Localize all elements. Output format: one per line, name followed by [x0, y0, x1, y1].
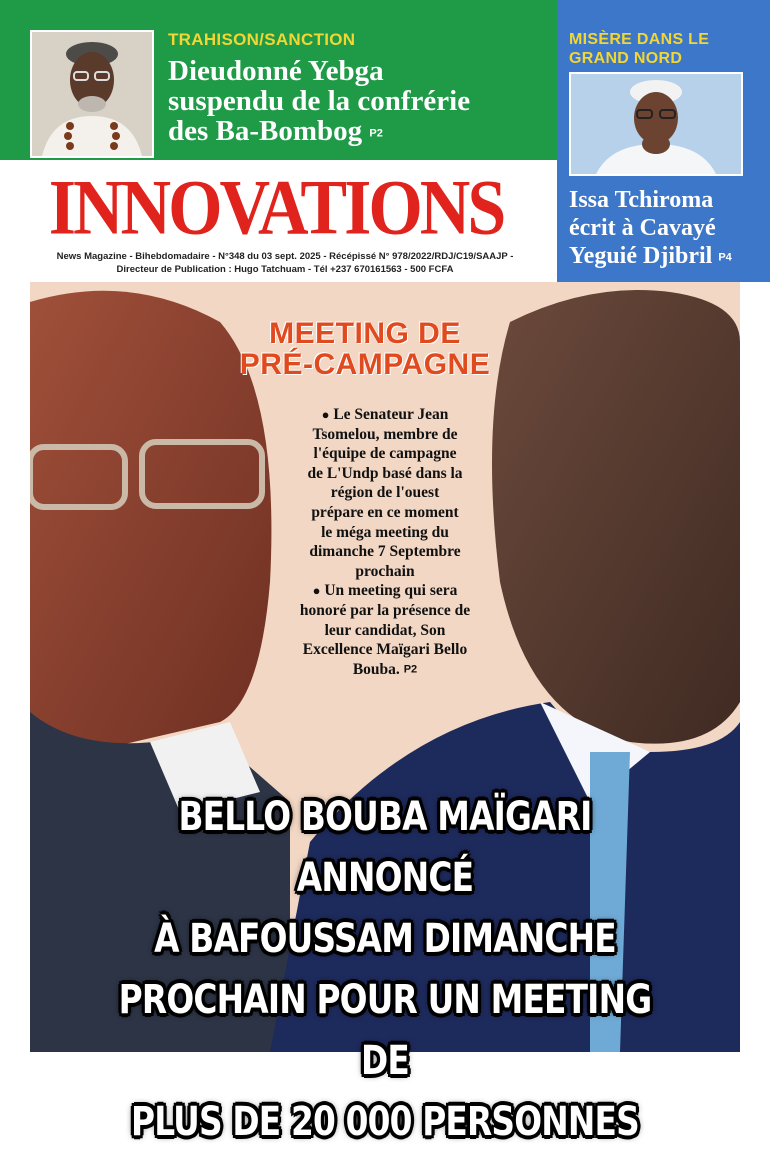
cover-kicker: [210, 318, 520, 380]
teaser-right-kicker: [569, 30, 709, 68]
teaser-right-headline: [569, 186, 732, 271]
bullet2-line: Un meeting qui sera: [324, 582, 458, 600]
teaser-right-page-ref: P4: [718, 251, 732, 264]
teaser-left-headline-line1: Dieudonné Yebga: [168, 55, 384, 87]
masthead-info-line2: Directeur de Publication : Hugo Tatchuam - Tél +237 670161563 - 500 FCFA: [116, 264, 454, 275]
bullet2-line: Excellence Maïgari Bello: [302, 641, 468, 659]
masthead-info-line1: News Magazine - Bihebdomadaire - N°348 du 03 sept. 2025 - Récépissé N° 978/2022/RDJ/C19/SAAJP -: [56, 251, 514, 262]
teaser-misere[interactable]: [557, 0, 770, 282]
cover-headline-line: À BAFOUSSAM DIMANCHE: [154, 916, 616, 962]
teaser-left-page-ref: P2: [369, 127, 383, 140]
teaser-left-headline-line3: des Ba-Bombog: [168, 115, 363, 147]
cover-kicker-line2: PRÉ-CAMPAGNE: [239, 348, 491, 381]
masthead-title: INNOVATIONS: [48, 165, 504, 252]
cover-headline-line: PLUS DE 20 000 PERSONNES: [131, 1099, 639, 1145]
bullet1-line: de L'Undp basé dans la: [307, 464, 463, 482]
teaser-left-headline-line2: suspendu de la confrérie: [168, 85, 471, 117]
bullet1-line: le méga meeting du: [321, 523, 449, 541]
teaser-right-headline-line1: Issa Tchiroma: [569, 187, 714, 213]
cover-page-ref: P2: [403, 663, 418, 676]
cover-headline[interactable]: [94, 787, 676, 1153]
cover-headline-line: PROCHAIN POUR UN MEETING DE: [118, 977, 652, 1084]
bullet2-line: Bouba.: [352, 660, 400, 678]
bullet-dot-2: ●: [312, 583, 321, 599]
bullet1-line: Tsomelou, membre de: [312, 425, 458, 443]
cover-bullets: [275, 405, 495, 680]
bullet2-line: leur candidat, Son: [324, 621, 446, 639]
teaser-right-kicker-line2: GRAND NORD: [569, 50, 683, 67]
bullet1-line: Le Senateur Jean: [333, 406, 449, 423]
bullet-2: [275, 581, 495, 680]
bullet-dot-1: ●: [321, 407, 330, 422]
bullet1-line: prochain: [355, 562, 415, 580]
bullet1-line: l'équipe de campagne: [313, 445, 457, 463]
dieudonne-yebga-photo: [30, 30, 154, 158]
teaser-left-kicker: TRAHISON/SANCTION: [168, 30, 356, 49]
cover-kicker-line1: MEETING DE: [269, 317, 461, 350]
teaser-right-headline-line2: écrit à Cavayé: [569, 215, 716, 241]
bullet1-line: prépare en ce moment: [311, 503, 459, 521]
teaser-left-headline: [168, 56, 470, 148]
teaser-right-kicker-line1: MISÈRE DANS LE: [569, 31, 710, 48]
teaser-right-headline-line3: Yeguié Djibril: [569, 243, 713, 269]
bullet1-line: dimanche 7 Septembre: [309, 543, 461, 561]
bullet1-line: région de l'ouest: [330, 484, 440, 502]
cover-headline-line: BELLO BOUBA MAÏGARI ANNONCÉ: [178, 794, 592, 901]
bullet-1: [275, 405, 495, 581]
bullet2-line: honoré par la présence de: [299, 601, 471, 619]
teaser-trahison[interactable]: [0, 0, 557, 160]
issa-tchiroma-photo: [569, 72, 743, 176]
